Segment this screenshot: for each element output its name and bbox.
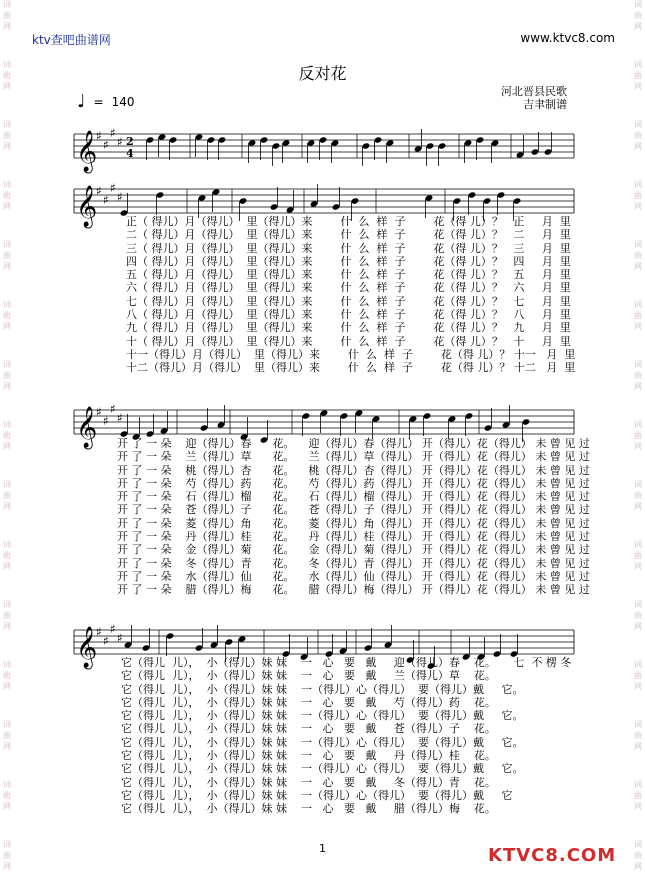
side-watermark-char: 词 xyxy=(3,60,11,69)
side-watermark-char: 网 xyxy=(634,82,642,91)
lyric-line: 四（ 得儿）月（得儿） 里（得儿）来 什 么 样 子 花（得 儿）？ 四 月 里 xyxy=(126,254,571,268)
page-number: 1 xyxy=(319,842,326,855)
sharp-icon: ♯ xyxy=(96,184,102,198)
side-watermark-char: 词 xyxy=(3,480,11,489)
side-watermark-char: 词 xyxy=(3,0,11,9)
note-head xyxy=(484,424,493,431)
side-watermark-char: 网 xyxy=(3,802,11,811)
side-watermark-char: 网 xyxy=(3,622,11,631)
side-watermark-char: 词 xyxy=(634,420,642,429)
lyric-line: 十二（得儿）月（得儿） 里（得儿）来 什 么 样 子 花（得 儿）？ 十二 月 里 xyxy=(126,361,576,375)
lyric-line: 三（ 得儿）月（得儿） 里（得儿）来 什 么 样 子 花（得 儿）？ 三 月 里 xyxy=(126,241,571,255)
note-head xyxy=(124,641,133,648)
note-head xyxy=(491,139,500,146)
note-head xyxy=(218,136,227,143)
side-watermark-char: 曲 xyxy=(634,71,642,80)
note-head xyxy=(319,136,328,143)
lyric-line: 它（得儿 儿）， 小（得儿）妹 妹 一（得儿）心（得儿） 要（得儿）戴 它。 xyxy=(121,709,524,723)
lyric-line: 它（得儿 儿）， 小（得儿）妹 妹 一 心 要 戴 兰（得儿）草 花。 xyxy=(121,669,496,683)
side-watermark-char: 曲 xyxy=(3,371,11,380)
side-watermark-char: 网 xyxy=(634,22,642,31)
lyrics-block-2 xyxy=(117,437,590,597)
side-watermark-char: 词 xyxy=(634,0,642,9)
lyric-line: 开 了 一 朵 腊（得儿）梅 花。 腊（得儿）梅（得儿） 开（得儿）花（得儿） 未 曾 见 过 xyxy=(117,583,590,597)
note-head xyxy=(239,197,248,204)
side-watermark-char: 曲 xyxy=(634,791,642,800)
note-head xyxy=(351,197,360,204)
side-watermark-char: 网 xyxy=(3,682,11,691)
note-head xyxy=(272,142,281,149)
side-watermark-char: 网 xyxy=(3,382,11,391)
sharp-icon: ♯ xyxy=(103,414,109,428)
lyric-line: 它（得儿 儿）， 小（得儿）妹 妹 一（得儿）心（得儿） 要（得儿）戴 它。 xyxy=(121,682,524,696)
note-head xyxy=(384,641,393,648)
side-watermark-char: 词 xyxy=(3,780,11,789)
note-head xyxy=(531,148,540,155)
note-head xyxy=(409,415,418,422)
lyric-line: 开 了 一 朵 苍（得儿）子 花。 苍（得儿）子（得儿） 开（得儿）花（得儿） 未 曾 见 过 xyxy=(117,503,590,517)
note-head xyxy=(270,203,279,210)
note-head xyxy=(331,139,340,146)
side-watermark-char: 曲 xyxy=(634,191,642,200)
lyric-line: 开 了 一 朵 兰（得儿）草 花。 兰（得儿）草（得儿） 开（得儿）花（得儿） 未 曾 见 过 xyxy=(117,450,590,464)
note-head xyxy=(438,142,447,149)
treble-clef-icon: 𝄞 xyxy=(76,186,98,227)
time-signature: 4 xyxy=(126,147,134,160)
lyric-line: 它（得儿 儿）， 小（得儿）妹 妹 一 心 要 戴 芍（得儿）药 花。 xyxy=(121,695,496,709)
side-watermark-char: 曲 xyxy=(3,671,11,680)
note-head xyxy=(364,644,373,651)
side-watermark-char: 词 xyxy=(634,840,642,849)
note-head xyxy=(238,635,247,642)
side-watermark-char: 词 xyxy=(3,240,11,249)
note-head xyxy=(355,409,364,416)
time-signature: 2 xyxy=(126,135,134,148)
note-head xyxy=(207,136,216,143)
side-watermark-char: 网 xyxy=(3,862,11,871)
side-watermark-char: 网 xyxy=(3,262,11,271)
note-head xyxy=(198,194,207,201)
side-watermark-char: 曲 xyxy=(3,191,11,200)
note-head xyxy=(468,191,477,198)
song-origin: 河北晋县民歌 xyxy=(501,85,567,98)
side-watermark-char: 曲 xyxy=(3,491,11,500)
side-watermark-char: 网 xyxy=(3,742,11,751)
side-watermark-char: 曲 xyxy=(3,11,11,20)
treble-clef-icon: 𝄞 xyxy=(76,131,98,172)
note-head xyxy=(483,197,492,204)
side-watermark-char: 曲 xyxy=(3,311,11,320)
note-head xyxy=(386,139,395,146)
side-watermark-char: 词 xyxy=(634,300,642,309)
note-head xyxy=(497,191,506,198)
note-head xyxy=(158,133,167,140)
note-head xyxy=(302,412,311,419)
note-head xyxy=(195,133,204,140)
note-head xyxy=(426,142,435,149)
note-head xyxy=(339,647,348,654)
note-head xyxy=(453,197,462,204)
side-watermark-char: 曲 xyxy=(3,611,11,620)
note-head xyxy=(169,136,178,143)
side-watermark-char: 网 xyxy=(634,802,642,811)
note-head xyxy=(465,412,474,419)
lyric-line: 十一（得儿）月（得儿） 里（得儿）来 什 么 样 子 花（得 儿）？ 十一 月 里 xyxy=(126,347,576,361)
side-watermark-char: 网 xyxy=(3,502,11,511)
note-head xyxy=(502,421,511,428)
note-head xyxy=(307,139,316,146)
side-watermark-char: 网 xyxy=(634,262,642,271)
lyric-line: 六（ 得儿）月（得儿） 里（得儿）来 什 么 样 子 花（得 儿）？ 六 月 里 xyxy=(126,281,571,295)
lyric-line: 八（ 得儿）月（得儿） 里（得儿）来 什 么 样 子 花（得 儿）？ 八 月 里 xyxy=(126,308,571,322)
side-watermark-char: 曲 xyxy=(3,551,11,560)
side-watermark-char: 网 xyxy=(3,562,11,571)
side-watermark-char: 网 xyxy=(634,622,642,631)
note-head xyxy=(544,148,553,155)
side-watermark-char: 曲 xyxy=(634,851,642,860)
sharp-icon: ♯ xyxy=(117,135,123,149)
note-head xyxy=(260,136,269,143)
note-head xyxy=(464,139,473,146)
note-head xyxy=(142,644,151,651)
side-watermark-char: 网 xyxy=(634,682,642,691)
side-watermark-char: 网 xyxy=(634,562,642,571)
note-head xyxy=(225,638,234,645)
note-head xyxy=(522,418,531,425)
lyric-line: 开 了 一 朵 冬（得儿）青 花。 冬（得儿）青（得儿） 开（得儿）花（得儿） 未 曾 见 过 xyxy=(117,556,590,570)
note-head xyxy=(166,632,175,639)
lyric-line: 正（ 得儿）月（得儿） 里（得儿）来 什 么 样 子 花（得 儿）？ 正 月 里 xyxy=(126,215,571,228)
side-watermark-char: 曲 xyxy=(3,131,11,140)
side-watermark-char: 词 xyxy=(634,180,642,189)
note-head xyxy=(516,151,525,158)
lyric-line: 它（得儿 儿）， 小（得儿）妹 妹 一（得儿）心（得儿） 要（得儿）戴 它 xyxy=(121,788,513,802)
side-watermark-char: 词 xyxy=(634,540,642,549)
note-head xyxy=(212,188,221,195)
note-head xyxy=(310,200,319,207)
note-head xyxy=(160,427,169,434)
lyric-line: 它（得儿 儿）， 小（得儿）妹 妹 一（得儿）心（得儿） 要（得儿）戴 它。 xyxy=(121,735,524,749)
side-watermark-char: 网 xyxy=(3,442,11,451)
treble-clef-icon: 𝄞 xyxy=(76,407,98,448)
lyric-line: 五（ 得儿）月（得儿） 里（得儿）来 什 么 样 子 花（得 儿）？ 五 月 里 xyxy=(126,268,571,282)
side-watermark-char: 网 xyxy=(634,322,642,331)
side-watermark-char: 曲 xyxy=(3,791,11,800)
side-watermark-char: 词 xyxy=(3,420,11,429)
sharp-icon: ♯ xyxy=(110,402,116,416)
side-watermark-char: 曲 xyxy=(634,491,642,500)
side-watermark-char: 词 xyxy=(634,780,642,789)
side-watermark-char: 词 xyxy=(634,600,642,609)
side-watermark-char: 词 xyxy=(3,180,11,189)
lyric-line: 二（ 得儿）月（得儿） 里（得儿）来 什 么 样 子 花（得 儿）？ 二 月 里 xyxy=(126,228,571,242)
note-head xyxy=(374,136,383,143)
sharp-icon: ♯ xyxy=(96,625,102,639)
ktvc8-logo: KTVC8.COM xyxy=(488,845,617,866)
note-head xyxy=(513,197,522,204)
sharp-icon: ♯ xyxy=(110,622,116,636)
lyric-line: 开 了 一 朵 迎（得儿）春 花。 迎（得儿）春（得儿） 开（得儿）花（得儿） 未 曾 见 过 xyxy=(117,437,590,450)
side-watermark-char: 曲 xyxy=(634,431,642,440)
lyric-line: 开 了 一 朵 石（得儿）榴 花。 石（得儿）榴（得儿） 开（得儿）花（得儿） 未 曾 见 过 xyxy=(117,490,590,504)
lyric-line: 开 了 一 朵 芍（得儿）药 花。 芍（得儿）药（得儿） 开（得儿）花（得儿） 未 曾 见 过 xyxy=(117,476,590,490)
note-head xyxy=(210,641,219,648)
note-head xyxy=(362,142,371,149)
note-head xyxy=(286,206,295,213)
side-watermark-char: 网 xyxy=(3,202,11,211)
side-watermark-char: 词 xyxy=(634,240,642,249)
side-watermark-char: 曲 xyxy=(634,11,642,20)
lyric-line: 开 了 一 朵 菱（得儿）角 花。 菱（得儿）角（得儿） 开（得儿）花（得儿） 未 曾 见 过 xyxy=(117,516,590,530)
note-head xyxy=(146,136,155,143)
side-watermark-char: 曲 xyxy=(3,71,11,80)
note-head xyxy=(217,421,226,428)
side-watermark-char: 词 xyxy=(3,120,11,129)
sharp-icon: ♯ xyxy=(96,129,102,143)
lyric-line: 十（ 得儿）月（得儿） 里（得儿）来 什 么 样 子 花（得 儿）？ 十 月 里 xyxy=(126,334,571,348)
lyric-line: 它（得儿 儿）， 小（得儿）妹 妹 一 心 要 戴 迎（得儿）春 花。 七 不 楞 冬 xyxy=(121,656,572,669)
treble-clef-icon: 𝄞 xyxy=(76,627,98,668)
side-watermark-char: 网 xyxy=(634,442,642,451)
side-watermark-char: 曲 xyxy=(3,431,11,440)
side-watermark-char: 网 xyxy=(3,142,11,151)
song-credits xyxy=(501,85,567,111)
side-watermark-char: 网 xyxy=(634,142,642,151)
sharp-icon: ♯ xyxy=(117,411,123,425)
lyrics-block-3 xyxy=(121,656,571,816)
sharp-icon: ♯ xyxy=(103,193,109,207)
side-watermark-char: 网 xyxy=(634,382,642,391)
sharp-icon: ♯ xyxy=(117,190,123,204)
side-watermark-char: 曲 xyxy=(634,551,642,560)
note-head xyxy=(248,139,257,146)
side-watermark-char: 词 xyxy=(634,720,642,729)
side-watermark-char: 词 xyxy=(634,660,642,669)
lyric-line: 七（ 得儿）月（得儿） 里（得儿）来 什 么 样 子 花（得 儿）？ 七 月 里 xyxy=(126,294,571,308)
side-watermark-char: 曲 xyxy=(634,611,642,620)
side-watermark-char: 网 xyxy=(634,742,642,751)
side-watermark-char: 曲 xyxy=(3,851,11,860)
note-head xyxy=(195,644,204,651)
note-head xyxy=(282,139,291,146)
lyric-line: 开 了 一 朵 丹（得儿）桂 花。 丹（得儿）桂（得儿） 开（得儿）花（得儿） 未 曾 见 过 xyxy=(117,530,590,544)
side-watermark-char: 曲 xyxy=(3,731,11,740)
sharp-icon: ♯ xyxy=(110,126,116,140)
note-head xyxy=(476,136,485,143)
side-watermark-char: 词 xyxy=(3,720,11,729)
lyric-line: 它（得儿 儿）， 小（得儿）妹 妹 一 心 要 戴 苍（得儿）子 花。 xyxy=(121,722,496,736)
side-watermark-char: 网 xyxy=(634,862,642,871)
side-watermark-char: 词 xyxy=(3,300,11,309)
side-watermark-char: 词 xyxy=(634,60,642,69)
side-watermark-char: 曲 xyxy=(3,251,11,260)
note-head xyxy=(200,424,209,431)
note-head xyxy=(448,415,457,422)
song-title: 反对花 xyxy=(298,64,347,83)
lyric-line: 开 了 一 朵 桃（得儿）杏 花。 桃（得儿）杏（得儿） 开（得儿）花（得儿） 未 曾 见 过 xyxy=(117,463,590,477)
note-head xyxy=(320,409,329,416)
tempo-value: 140 xyxy=(111,95,135,109)
note-head xyxy=(425,194,434,201)
side-watermark-char: 网 xyxy=(3,322,11,331)
side-watermark-char: 曲 xyxy=(634,671,642,680)
side-watermark-char: 曲 xyxy=(634,731,642,740)
lyric-line: 它（得儿 儿）， 小（得儿）妹 妹 一 心 要 戴 冬（得儿）青 花。 xyxy=(121,775,496,789)
note-head xyxy=(332,203,341,210)
lyric-line: 九（ 得儿）月（得儿） 里（得儿）来 什 么 样 子 花（得 儿）？ 九 月 里 xyxy=(126,321,571,335)
side-watermark-char: 词 xyxy=(634,360,642,369)
side-watermark-char: 词 xyxy=(634,120,642,129)
sharp-icon: ♯ xyxy=(110,181,116,195)
side-watermark-char: 词 xyxy=(634,480,642,489)
side-watermark-char: 网 xyxy=(3,22,11,31)
side-watermark-char: 曲 xyxy=(634,371,642,380)
side-watermark-char: 词 xyxy=(3,660,11,669)
lyric-line: 开 了 一 朵 金（得儿）菊 花。 金（得儿）菊（得儿） 开（得儿）花（得儿） 未 曾 见 过 xyxy=(117,543,590,557)
lyric-line: 它（得儿 儿）， 小（得儿）妹 妹 一（得儿）心（得儿） 要（得儿）戴 它。 xyxy=(121,762,524,776)
note-head xyxy=(340,412,349,419)
lyric-line: 开 了 一 朵 水（得儿）仙 花。 水（得儿）仙（得儿） 开（得儿）花（得儿） 未 曾 见 过 xyxy=(117,569,590,583)
side-watermark-char: 词 xyxy=(3,840,11,849)
staff-system-1 xyxy=(74,124,574,172)
tempo-marking: ♩ = 140 xyxy=(77,91,135,112)
side-watermark-char: 曲 xyxy=(634,251,642,260)
note-head xyxy=(156,191,165,198)
side-watermark-char: 网 xyxy=(3,82,11,91)
quarter-note-icon: ♩ xyxy=(77,91,86,112)
lyric-line: 它（得儿 儿）， 小（得儿）妹 妹 一 心 要 戴 腊（得儿）梅 花。 xyxy=(121,802,496,816)
note-head xyxy=(414,145,423,152)
side-watermark-char: 词 xyxy=(3,600,11,609)
sharp-icon: ♯ xyxy=(103,634,109,648)
song-arranger: 吉聿制谱 xyxy=(523,98,567,111)
note-head xyxy=(372,415,381,422)
lyric-line: 它（得儿 儿）， 小（得儿）妹 妹 一 心 要 戴 丹（得儿）桂 花。 xyxy=(121,749,496,763)
side-watermark-char: 网 xyxy=(634,502,642,511)
side-watermark-char: 网 xyxy=(634,202,642,211)
side-watermark-char: 词 xyxy=(3,540,11,549)
sharp-icon: ♯ xyxy=(96,405,102,419)
site-name-header: ktv查吧曲谱网 xyxy=(32,33,111,47)
site-url-header: www.ktvc8.com xyxy=(520,31,615,45)
note-head xyxy=(423,412,432,419)
side-watermark-char: 曲 xyxy=(634,311,642,320)
lyrics-block-1 xyxy=(126,215,575,375)
sharp-icon: ♯ xyxy=(103,138,109,152)
side-watermark-char: 词 xyxy=(3,360,11,369)
sharp-icon: ♯ xyxy=(117,631,123,645)
side-watermark-char: 曲 xyxy=(634,131,642,140)
